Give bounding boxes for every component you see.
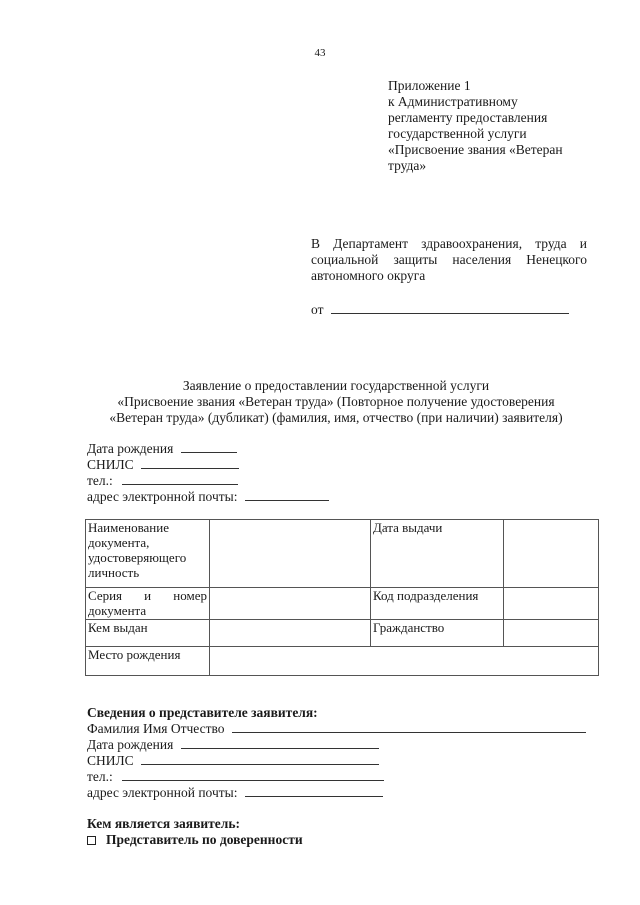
from-label: от	[311, 302, 324, 317]
applicant-phone-row	[87, 473, 329, 489]
doc-name-label: Наименование документа, удостоверяющего личность	[86, 520, 210, 588]
applicant-type-option[interactable]	[87, 832, 303, 848]
appendix-header	[388, 78, 618, 174]
rep-email-row	[87, 785, 586, 801]
birth-place-label: Место рождения	[86, 647, 210, 676]
division-code-label: Код подразделения	[371, 588, 504, 620]
birth-date-label: Дата рождения	[87, 441, 174, 456]
rep-full-name-row	[87, 721, 586, 737]
issued-by-value[interactable]	[210, 620, 371, 647]
email-field[interactable]	[245, 489, 329, 501]
snils-field[interactable]	[141, 457, 239, 469]
page-number: 43	[314, 47, 326, 59]
rep-snils-row	[87, 753, 586, 769]
rep-phone-label: тел.:	[87, 769, 113, 784]
issue-date-label: Дата выдачи	[371, 520, 504, 588]
appendix-line: Приложение 1	[388, 78, 471, 93]
rep-email-label: адрес электронной почты:	[87, 785, 238, 800]
applicant-type-section	[87, 816, 303, 848]
series-number-value[interactable]	[210, 588, 371, 620]
rep-email-field[interactable]	[245, 785, 383, 797]
applicant-email-row	[87, 489, 329, 505]
rep-birth-date-field[interactable]	[181, 737, 379, 749]
applicant-type-option-label: Представитель по доверенности	[106, 832, 303, 847]
doc-name-value[interactable]	[210, 520, 371, 588]
issue-date-value[interactable]	[504, 520, 599, 588]
appendix-line: «Присвоение звания «Ветеран	[388, 142, 563, 157]
rep-snils-field[interactable]	[141, 753, 379, 765]
representative-section	[87, 705, 586, 801]
representative-heading: Сведения о представителе заявителя:	[87, 705, 318, 720]
email-label: адрес электронной почты:	[87, 489, 238, 504]
appendix-line: к Административному	[388, 94, 518, 109]
phone-label: тел.:	[87, 473, 113, 488]
from-line	[311, 302, 569, 318]
addressee-block: В Департамент здравоохранения, труда и социальной защиты населения Ненецкого автономного округа	[311, 236, 587, 283]
citizenship-label: Гражданство	[371, 620, 504, 647]
phone-field[interactable]	[122, 473, 238, 485]
birth-place-value[interactable]	[210, 647, 599, 676]
division-code-value[interactable]	[504, 588, 599, 620]
rep-phone-row	[87, 769, 586, 785]
series-word: Серия	[88, 588, 123, 603]
applicant-fields	[87, 441, 329, 505]
statement-title	[60, 378, 612, 426]
rep-full-name-field[interactable]	[232, 721, 586, 733]
and-word: и	[144, 588, 152, 603]
title-line-1: Заявление о предоставлении государственной услуги	[182, 378, 490, 393]
rep-birth-date-row	[87, 737, 586, 753]
series-number-line-2: документа	[88, 603, 147, 618]
birth-date-field[interactable]	[181, 441, 237, 453]
checkbox-icon[interactable]	[87, 836, 96, 845]
rep-birth-date-label: Дата рождения	[87, 737, 174, 752]
applicant-type-heading: Кем является заявитель:	[87, 816, 240, 831]
title-line-2: «Присвоение звания «Ветеран труда» (Повторное получение удостоверения	[117, 394, 555, 409]
rep-phone-field[interactable]	[122, 769, 384, 781]
identity-document-table	[85, 519, 599, 676]
appendix-line: регламенту предоставления	[388, 110, 548, 125]
rep-snils-label: СНИЛС	[87, 753, 134, 768]
applicant-snils-row	[87, 457, 329, 473]
from-underline[interactable]	[331, 302, 569, 314]
appendix-line: государственной услуги	[388, 126, 527, 141]
snils-label: СНИЛС	[87, 457, 134, 472]
rep-full-name-label: Фамилия Имя Отчество	[87, 721, 225, 736]
citizenship-value[interactable]	[504, 620, 599, 647]
title-line-3: «Ветеран труда» (дубликат) (фамилия, имя, отчество (при наличии) заявителя)	[109, 410, 563, 425]
issued-by-label: Кем выдан	[86, 620, 210, 647]
series-number-label	[86, 588, 210, 620]
applicant-birth-date-row	[87, 441, 329, 457]
series-number-line-1	[88, 588, 207, 603]
appendix-line: труда»	[388, 158, 427, 173]
number-word: номер	[173, 588, 207, 603]
